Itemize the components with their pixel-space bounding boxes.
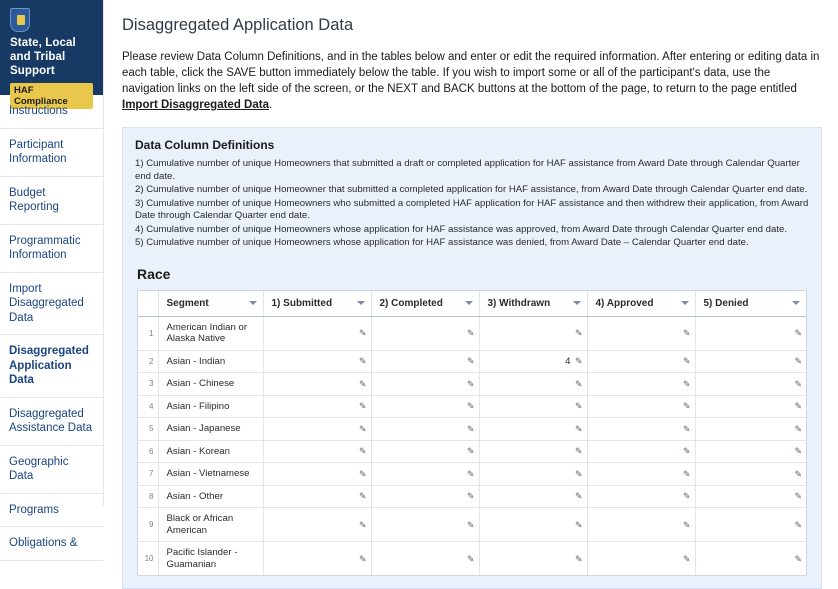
import-disaggregated-data-link[interactable]: Import Disaggregated Data [122, 99, 269, 111]
sidebar-item-participant-information[interactable]: Participant Information [0, 129, 103, 177]
table-row [138, 418, 806, 441]
row-number: 1 [138, 316, 158, 350]
cell-segment: Asian - Vietnamese [158, 463, 263, 486]
cell-editable[interactable] [587, 542, 695, 576]
intro-text-part2: . [268, 99, 273, 111]
column-header-approved[interactable]: 4) Approved [587, 291, 695, 317]
cell-segment: Asian - Chinese [158, 373, 263, 396]
cell-editable[interactable] [371, 373, 479, 396]
cell-editable[interactable] [263, 508, 371, 542]
shield-icon [10, 8, 30, 32]
table-row [138, 463, 806, 486]
row-number: 8 [138, 485, 158, 508]
table-row [138, 395, 806, 418]
table-row [138, 485, 806, 508]
column-header-segment[interactable]: Segment [158, 291, 263, 317]
cell-editable[interactable] [371, 418, 479, 441]
pencil-icon[interactable]: ✎ [358, 328, 367, 338]
sidebar-item-programmatic-information[interactable]: Programmatic Information [0, 225, 103, 273]
pencil-icon[interactable]: ✎ [682, 356, 691, 367]
pencil-icon[interactable]: ✎ [794, 378, 802, 389]
sidebar-item-budget-reporting[interactable]: Budget Reporting [0, 177, 103, 225]
cell-editable[interactable] [587, 418, 695, 441]
column-header-submitted[interactable]: 1) Submitted [263, 291, 371, 317]
pencil-icon[interactable]: ✎ [794, 519, 802, 530]
pencil-icon[interactable]: ✎ [574, 553, 583, 564]
pencil-icon[interactable]: ✎ [358, 356, 367, 367]
pencil-icon[interactable]: ✎ [466, 468, 475, 479]
cell-editable[interactable] [479, 350, 587, 373]
pencil-icon[interactable]: ✎ [794, 423, 802, 434]
cell-editable[interactable] [695, 508, 806, 542]
pencil-icon[interactable]: ✎ [794, 356, 802, 367]
cell-segment: Asian - Indian [158, 350, 263, 373]
pencil-icon[interactable]: ✎ [794, 491, 802, 502]
definition-1: 1) Cumulative number of unique Homeowners that submitted a draft or completed application for HAF assistance from Award Date through Calendar Quarter end date. [135, 158, 800, 182]
pencil-icon[interactable]: ✎ [574, 446, 583, 457]
pencil-icon[interactable]: ✎ [466, 491, 475, 502]
intro-paragraph [122, 49, 822, 113]
definition-3: 3) Cumulative number of unique Homeowners who submitted a completed HAF application for HAF assistance and then withdrew their application, from Award Date through Calendar Quarter end date. [135, 197, 809, 221]
section-title-race: Race [137, 265, 171, 282]
pencil-icon[interactable]: ✎ [682, 491, 691, 502]
chevron-down-icon[interactable] [249, 301, 257, 305]
pencil-icon[interactable]: ✎ [682, 328, 691, 338]
cell-editable[interactable] [263, 373, 371, 396]
row-number: 9 [138, 508, 158, 542]
table-row [138, 508, 806, 542]
pencil-icon[interactable]: ✎ [358, 446, 367, 457]
cell-editable[interactable] [587, 508, 695, 542]
cell-editable[interactable] [263, 316, 371, 350]
chevron-down-icon[interactable] [573, 301, 581, 305]
cell-editable[interactable] [587, 395, 695, 418]
cell-editable[interactable] [263, 350, 371, 373]
cell-editable[interactable] [695, 463, 806, 486]
cell-editable[interactable] [371, 395, 479, 418]
cell-editable[interactable] [695, 350, 806, 373]
cell-editable[interactable] [479, 508, 587, 542]
pencil-icon[interactable]: ✎ [682, 401, 691, 412]
brand-badge: HAF Compliance [10, 83, 93, 109]
pencil-icon[interactable]: ✎ [358, 491, 367, 502]
cell-editable[interactable] [695, 316, 806, 350]
sidebar [0, 0, 104, 549]
sidebar-nav [0, 95, 103, 561]
pencil-icon[interactable]: ✎ [358, 519, 367, 530]
brand-title: State, Local and Tribal Support [10, 37, 76, 77]
cell-segment: Black or African American [158, 508, 263, 542]
sidebar-item-programs[interactable]: Programs [0, 494, 103, 528]
pencil-icon[interactable]: ✎ [466, 356, 475, 367]
chevron-down-icon[interactable] [792, 301, 800, 305]
definition-2: 2) Cumulative number of unique Homeowner that submitted a completed application for HAF assistance, from Award Date through Calendar Quarter end date. [135, 184, 808, 195]
pencil-icon[interactable]: ✎ [466, 519, 475, 530]
cell-editable[interactable] [263, 542, 371, 576]
pencil-icon[interactable]: ✎ [358, 553, 367, 564]
pencil-icon[interactable]: ✎ [682, 446, 691, 457]
pencil-icon[interactable]: ✎ [574, 519, 583, 530]
chevron-down-icon[interactable] [465, 301, 473, 305]
cell-editable[interactable] [371, 316, 479, 350]
cell-segment: Pacific Islander - Guamanian [158, 542, 263, 576]
cell-editable[interactable] [263, 463, 371, 486]
sidebar-item-instructions[interactable]: Instructions [0, 95, 103, 129]
table-row [138, 350, 806, 373]
definition-5: 5) Cumulative number of unique Homeowners whose application for HAF assistance was denied, from Award Date – Calendar Quarter end date. [135, 237, 749, 248]
table-row [138, 440, 806, 463]
pencil-icon[interactable]: ✎ [466, 401, 475, 412]
row-number: 10 [138, 542, 158, 576]
row-number: 4 [138, 395, 158, 418]
cell-editable[interactable] [479, 395, 587, 418]
table-header-row [138, 291, 806, 317]
cell-editable[interactable] [587, 373, 695, 396]
sidebar-item-import-disaggregated-data[interactable]: Import Disaggregated Data [0, 273, 103, 336]
page-title: Disaggregated Application Data [122, 16, 354, 34]
cell-editable[interactable] [263, 395, 371, 418]
pencil-icon[interactable]: ✎ [358, 468, 367, 479]
cell-editable[interactable] [587, 463, 695, 486]
cell-editable[interactable] [263, 418, 371, 441]
pencil-icon[interactable]: ✎ [574, 491, 583, 502]
cell-value: 4 [565, 355, 571, 367]
table-row [138, 542, 806, 576]
data-column-definitions-panel [122, 127, 822, 589]
row-number-header [138, 291, 158, 317]
cell-editable[interactable] [479, 463, 587, 486]
cell-editable[interactable] [695, 485, 806, 508]
column-header-completed[interactable]: 2) Completed [371, 291, 479, 317]
pencil-icon[interactable]: ✎ [794, 401, 802, 412]
cell-segment: Asian - Other [158, 485, 263, 508]
cell-editable[interactable] [371, 350, 479, 373]
sidebar-item-disaggregated-assistance-data[interactable]: Disaggregated Assistance Data [0, 398, 103, 446]
race-table-container [137, 290, 807, 577]
cell-editable[interactable] [371, 463, 479, 486]
cell-editable[interactable] [695, 395, 806, 418]
pencil-icon[interactable]: ✎ [358, 378, 367, 389]
pencil-icon[interactable]: ✎ [574, 423, 583, 434]
pencil-icon[interactable]: ✎ [574, 401, 583, 412]
pencil-icon[interactable]: ✎ [794, 468, 802, 479]
pencil-icon[interactable]: ✎ [466, 328, 475, 338]
row-number: 6 [138, 440, 158, 463]
cell-editable[interactable] [371, 542, 479, 576]
row-number: 2 [138, 350, 158, 373]
sidebar-item-obligations[interactable]: Obligations & [0, 527, 103, 561]
pencil-icon[interactable]: ✎ [466, 423, 475, 434]
main-content [104, 0, 838, 570]
pencil-icon[interactable]: ✎ [682, 423, 691, 434]
table-row [138, 373, 806, 396]
cell-editable[interactable] [587, 316, 695, 350]
pencil-icon[interactable]: ✎ [574, 468, 583, 479]
cell-segment: Asian - Filipino [158, 395, 263, 418]
cell-editable[interactable] [587, 350, 695, 373]
pencil-icon[interactable]: ✎ [466, 378, 475, 389]
pencil-icon[interactable]: ✎ [466, 553, 475, 564]
intro-text-part1: Please review Data Column Definitions, and in the tables below and enter or edit the required information. After entering or editing data in each table, click the SAVE button immediately below the table. If you wish to import some or all of the participant's data, use the navigation links on the left side of the screen, or the NEXT and BACK buttons at the bottom of the page, to return to the page entitled [122, 51, 820, 95]
cell-editable[interactable] [587, 485, 695, 508]
pencil-icon[interactable]: ✎ [682, 378, 691, 389]
cell-editable[interactable] [371, 485, 479, 508]
definition-4: 4) Cumulative number of unique Homeowners whose application for HAF assistance was approved, from Award Date through Calendar Quarter end date. [135, 223, 788, 235]
pencil-icon[interactable]: ✎ [682, 468, 691, 479]
sidebar-item-geographic-data[interactable]: Geographic Data [0, 446, 103, 494]
cell-editable[interactable] [371, 440, 479, 463]
cell-editable[interactable] [371, 508, 479, 542]
cell-editable[interactable] [695, 418, 806, 441]
pencil-icon[interactable]: ✎ [358, 401, 367, 412]
row-number: 7 [138, 463, 158, 486]
brand-header [0, 0, 103, 107]
sidebar-item-disaggregated-application-data[interactable]: Disaggregated Application Data [0, 335, 103, 398]
pencil-icon[interactable]: ✎ [682, 519, 691, 530]
chevron-down-icon[interactable] [681, 301, 689, 305]
cell-editable[interactable] [479, 485, 587, 508]
pencil-icon[interactable]: ✎ [574, 328, 583, 338]
cell-editable[interactable] [263, 485, 371, 508]
cell-editable[interactable] [695, 542, 806, 576]
column-header-denied[interactable]: 5) Denied [695, 291, 806, 317]
row-number: 5 [138, 418, 158, 441]
table-row [138, 316, 806, 350]
pencil-icon[interactable]: ✎ [794, 553, 802, 564]
pencil-icon[interactable]: ✎ [574, 378, 583, 389]
cell-editable[interactable] [479, 440, 587, 463]
cell-segment: American Indian or Alaska Native [158, 316, 263, 350]
cell-segment: Asian - Korean [158, 440, 263, 463]
cell-editable[interactable] [479, 418, 587, 441]
pencil-icon[interactable]: ✎ [358, 423, 367, 434]
pencil-icon[interactable]: ✎ [794, 328, 802, 338]
pencil-icon[interactable]: ✎ [794, 446, 802, 457]
pencil-icon[interactable]: ✎ [574, 356, 583, 367]
cell-editable[interactable] [695, 373, 806, 396]
cell-segment: Asian - Japanese [158, 418, 263, 441]
race-table [138, 291, 806, 576]
cell-editable[interactable] [695, 440, 806, 463]
cell-editable[interactable] [479, 316, 587, 350]
chevron-down-icon[interactable] [357, 301, 365, 305]
pencil-icon[interactable]: ✎ [682, 553, 691, 564]
definitions-title: Data Column Definitions [135, 138, 275, 152]
cell-editable[interactable] [587, 440, 695, 463]
cell-editable[interactable] [479, 373, 587, 396]
cell-editable[interactable] [263, 440, 371, 463]
column-header-withdrawn[interactable]: 3) Withdrawn [479, 291, 587, 317]
row-number: 3 [138, 373, 158, 396]
race-table-body [138, 316, 806, 575]
pencil-icon[interactable]: ✎ [466, 446, 475, 457]
cell-editable[interactable] [479, 542, 587, 576]
